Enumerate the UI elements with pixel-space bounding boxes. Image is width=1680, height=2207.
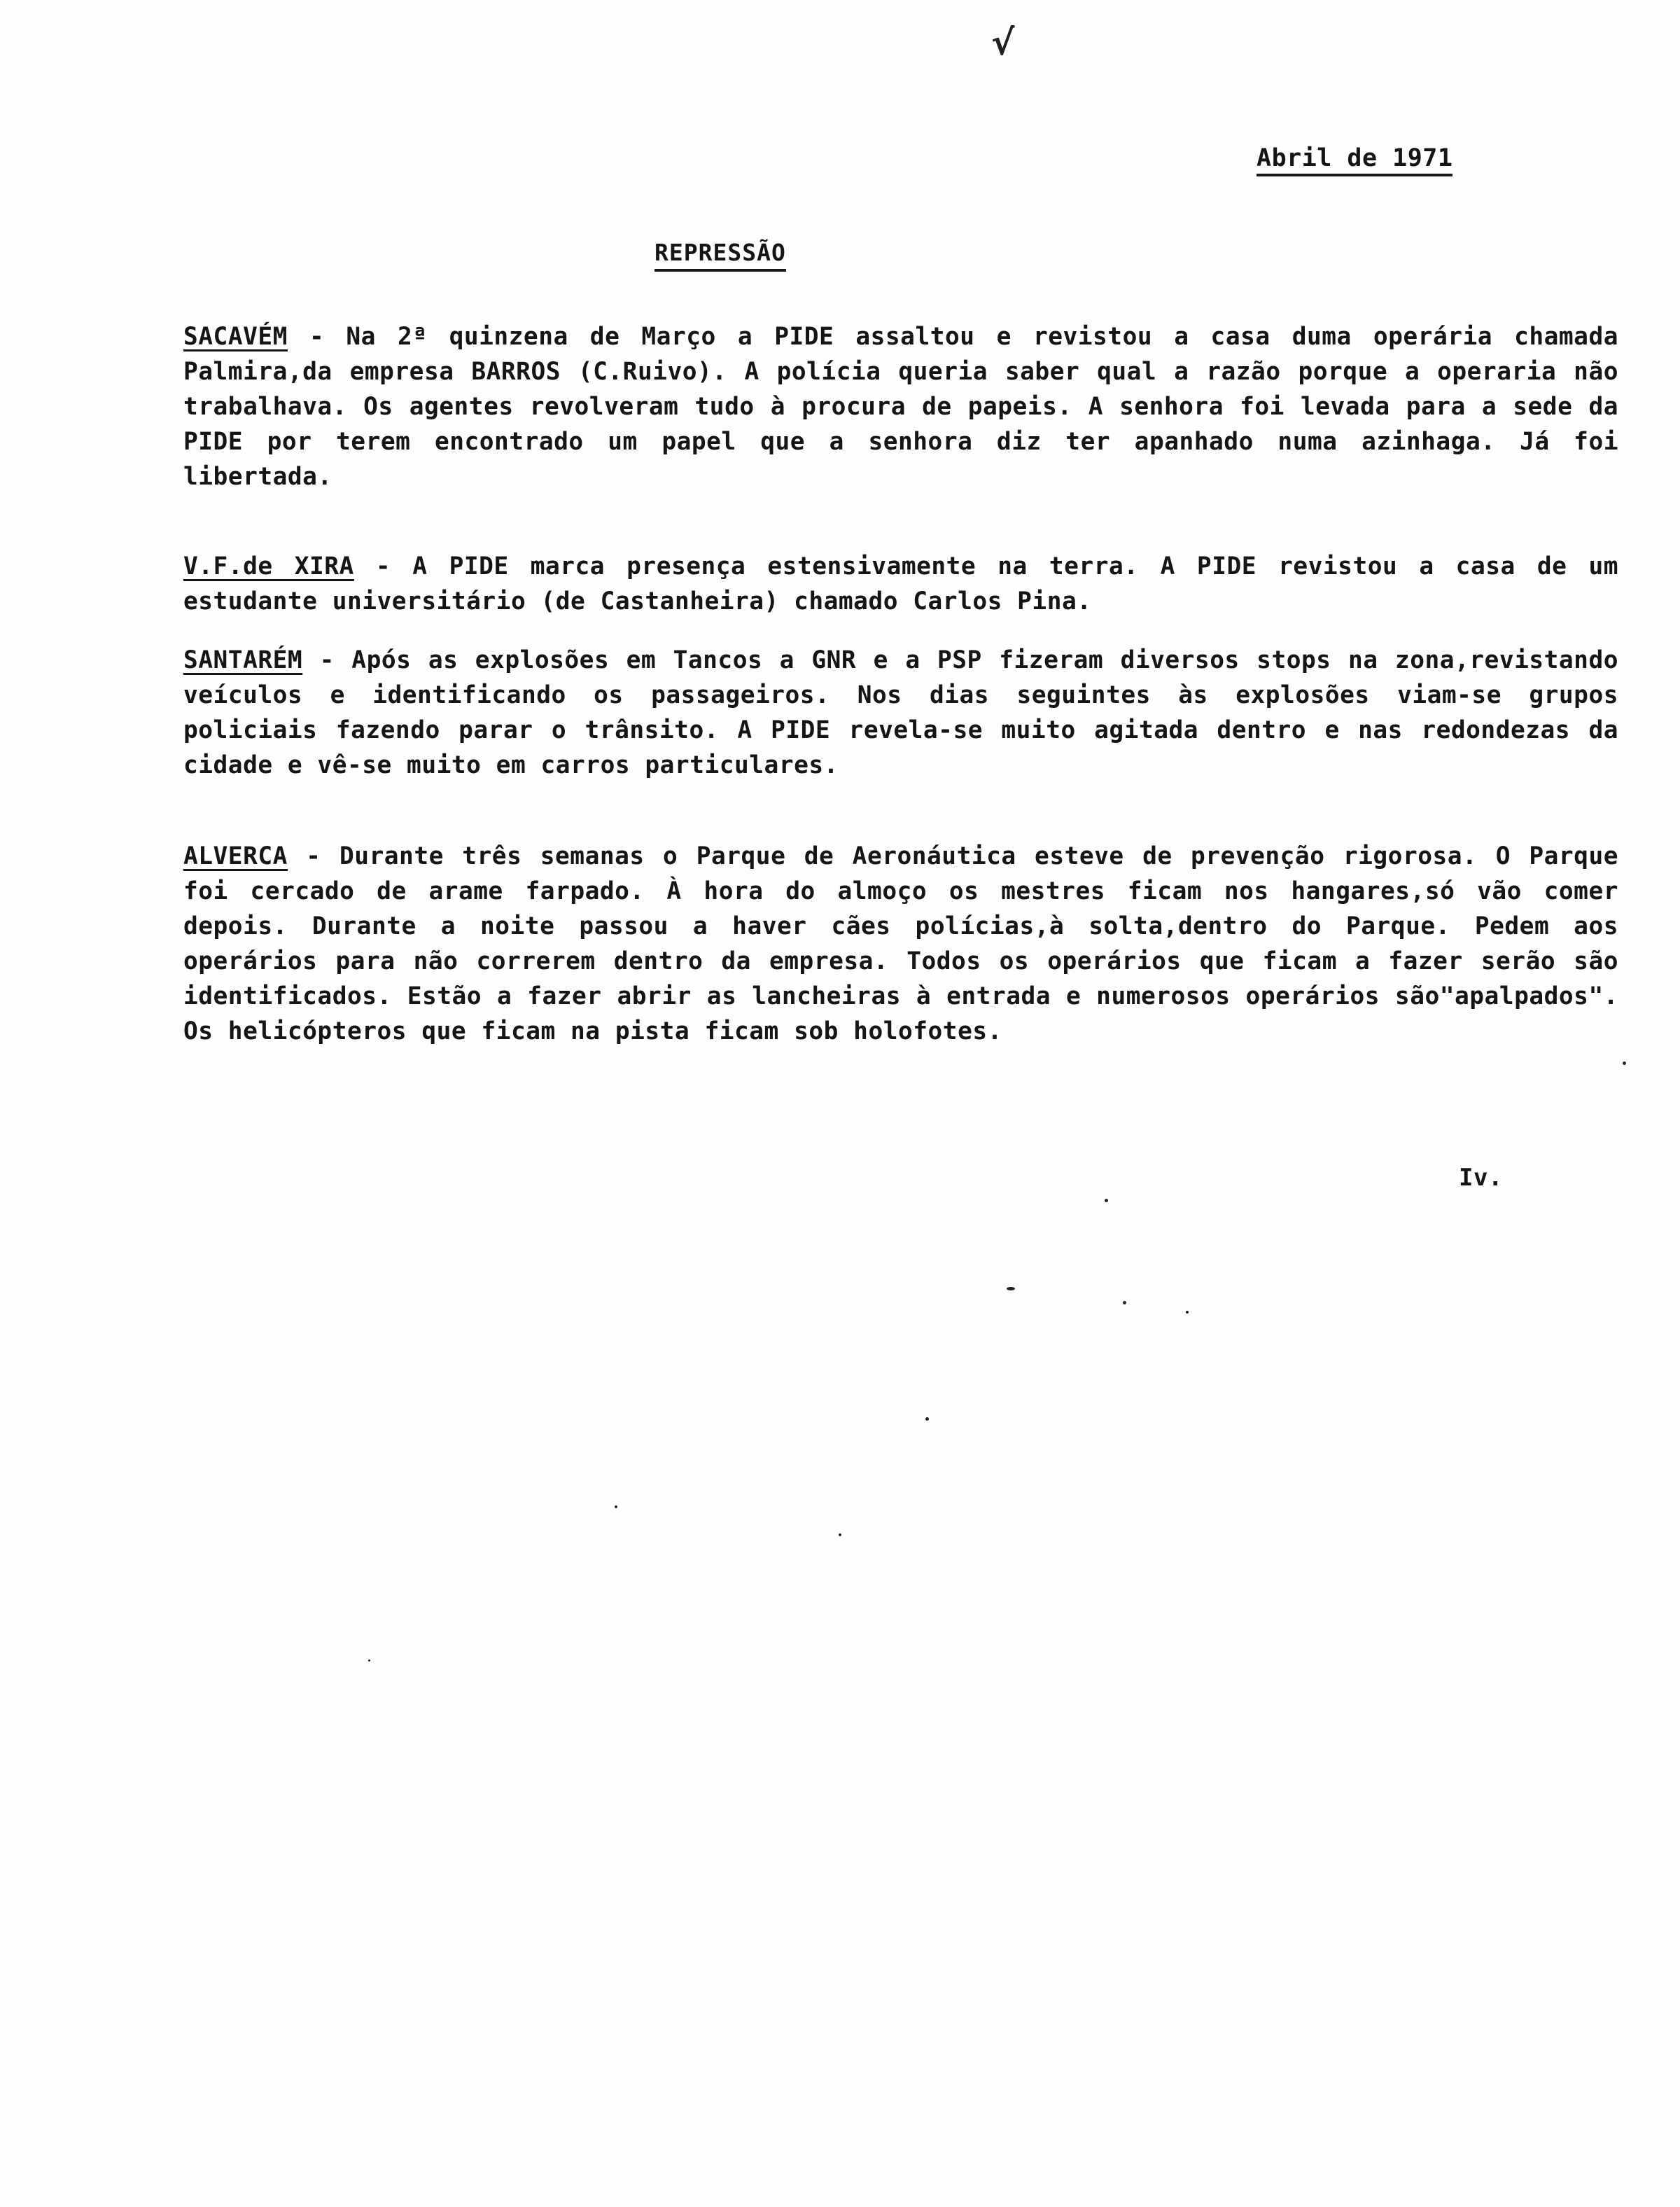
paragraph-santarem xyxy=(183,643,1618,783)
paragraph-vf-xira xyxy=(183,549,1618,619)
scan-speck xyxy=(368,1659,370,1662)
paragraph-place-label: SACAVÉM xyxy=(183,323,288,351)
paragraph-text: - Na 2ª quinzena de Março a PIDE assaltou e revistou a casa duma operária chamada Palmira,da empresa BARROS (C.Ruivo). A polícia queria saber qual a razão porque a operaria não trabalhava. Os agentes revolveram tudo à procura de papeis. A senhora foi levada para a sede da PIDE por terem encontrado um papel que a senhora diz ter apanhado numa azinhaga. Já foi libertada. xyxy=(183,323,1618,491)
paragraph-text: - Durante três semanas o Parque de Aeronáutica esteve de prevenção rigorosa. O Parque foi cercado de arame farpado. À hora do almoço os mestres ficam nos hangares,só vão comer depois. Durante a noite passou a haver cães polícias,à solta,dentro do Parque. Pedem aos operários para não correrem dentro da empresa. Todos os operários que ficam a fazer serão são identificados. Estão a fazer abrir as lancheiras à entrada e numerosos operários são"apalpados". Os helicópteros que ficam na pista ficam sob holofotes. xyxy=(183,842,1618,1045)
document-title: REPRESSÃO xyxy=(654,239,786,272)
scan-speck xyxy=(1007,1287,1015,1290)
scan-speck xyxy=(839,1533,841,1536)
paragraph-place-label: SANTARÉM xyxy=(183,646,303,674)
paragraph-alverca xyxy=(183,839,1618,1049)
paragraph-sacavem xyxy=(183,319,1618,494)
scan-speck xyxy=(925,1417,929,1421)
scan-speck xyxy=(1623,1061,1626,1065)
scan-speck xyxy=(1123,1301,1126,1304)
document-date: Abril de 1971 xyxy=(1256,144,1452,176)
signature: Iv. xyxy=(1459,1164,1503,1192)
paragraph-text: - A PIDE marca presença estensivamente na terra. A PIDE revistou a casa de um estudante universitário (de Castanheira) chamado Carlos Pina. xyxy=(183,552,1619,615)
paragraph-place-label: V.F.de XIRA xyxy=(183,552,354,580)
check-mark: √ xyxy=(991,22,1015,63)
paragraph-text: - Após as explosões em Tancos a GNR e a PSP fizeram diversos stops na zona,revistando veículos e identificando os passageiros. Nos dias seguintes às explosões viam-se grupos policiais fazendo parar o trânsito. A PIDE revela-se muito agitada dentro e nas redondezas da cidade e vê-se muito em carros particulares. xyxy=(183,646,1618,779)
scan-speck xyxy=(615,1505,617,1508)
scan-speck xyxy=(1186,1311,1189,1314)
scan-speck xyxy=(1105,1199,1108,1202)
paragraph-place-label: ALVERCA xyxy=(183,842,288,870)
